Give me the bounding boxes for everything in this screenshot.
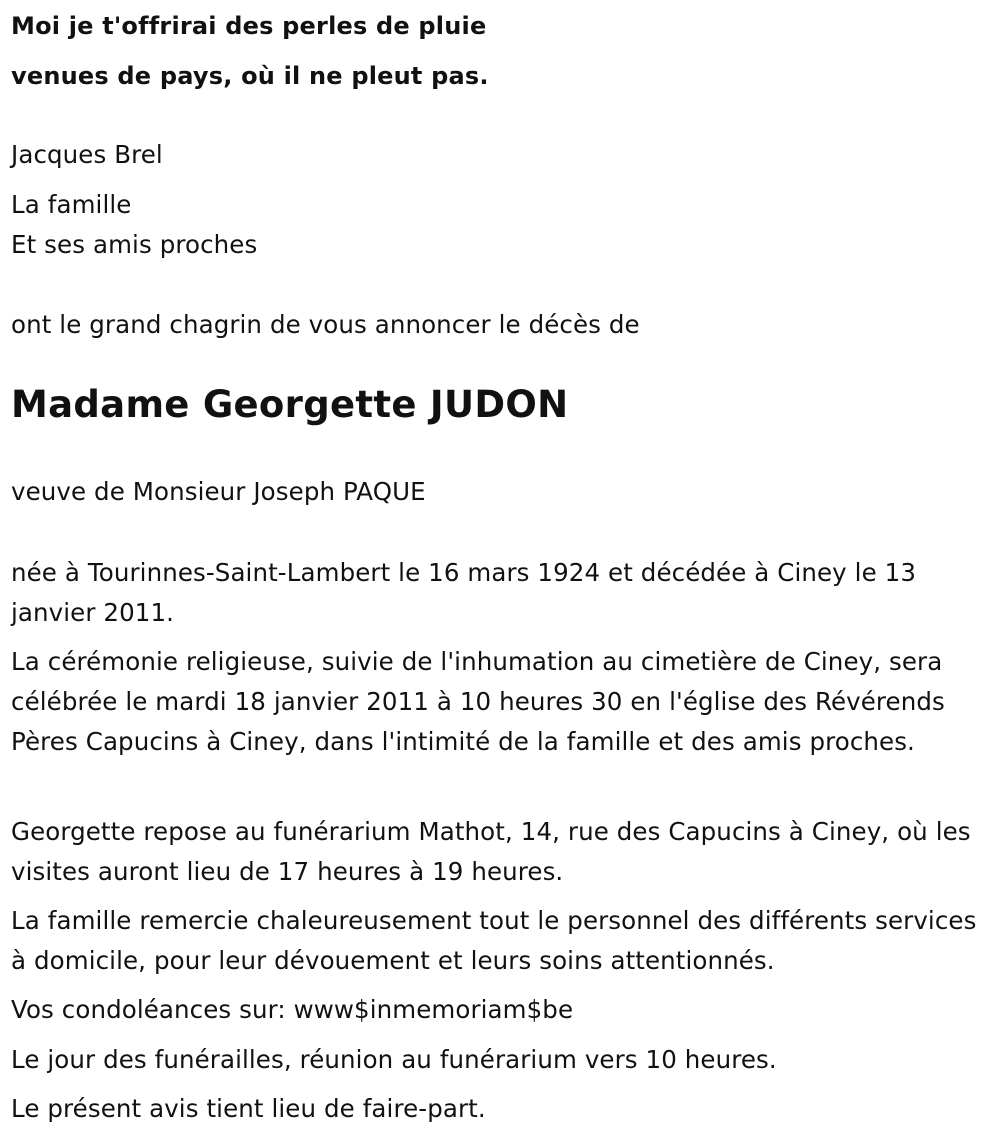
thanks-paragraph: La famille remercie chaleureusement tout le personnel des différents services à domicile, pour leur dévouement et leurs soins attentionnés.: [11, 906, 977, 975]
quote-line-2: venues de pays, où il ne pleut pas.: [11, 62, 489, 90]
birth-death-paragraph: née à Tourinnes-Saint-Lambert le 16 mars 1924 et décédée à Ciney le 13 janvier 2011.: [11, 558, 917, 627]
meeting-text: Le jour des funérailles, réunion au funérarium vers 10 heures.: [11, 1045, 777, 1074]
family-line-2: Et ses amis proches: [11, 230, 258, 259]
notice-text: Le présent avis tient lieu de faire-part.: [11, 1094, 486, 1123]
quote-line-1: Moi je t'offrirai des perles de pluie: [11, 12, 487, 40]
funerarium-paragraph: Georgette repose au funérarium Mathot, 14, rue des Capucins à Ciney, où les visites auront lieu de 17 heures à 19 heures.: [11, 817, 971, 886]
quote-author: Jacques Brel: [11, 140, 163, 169]
family-line-1: La famille: [11, 190, 132, 219]
spouse-text: veuve de Monsieur Joseph PAQUE: [11, 477, 426, 506]
announcement-text: ont le grand chagrin de vous annoncer le décès de: [11, 310, 640, 339]
condolences-text: Vos condoléances sur: www$inmemoriam$be: [11, 995, 574, 1024]
deceased-name: Madame Georgette JUDON: [11, 383, 569, 426]
ceremony-paragraph: La cérémonie religieuse, suivie de l'inhumation au cimetière de Ciney, sera célébrée le mardi 18 janvier 2011 à 10 heures 30 en l'église des Révérends Pères Capucins à Ciney, dans l'intimité de la famille et des amis proches.: [11, 647, 945, 756]
